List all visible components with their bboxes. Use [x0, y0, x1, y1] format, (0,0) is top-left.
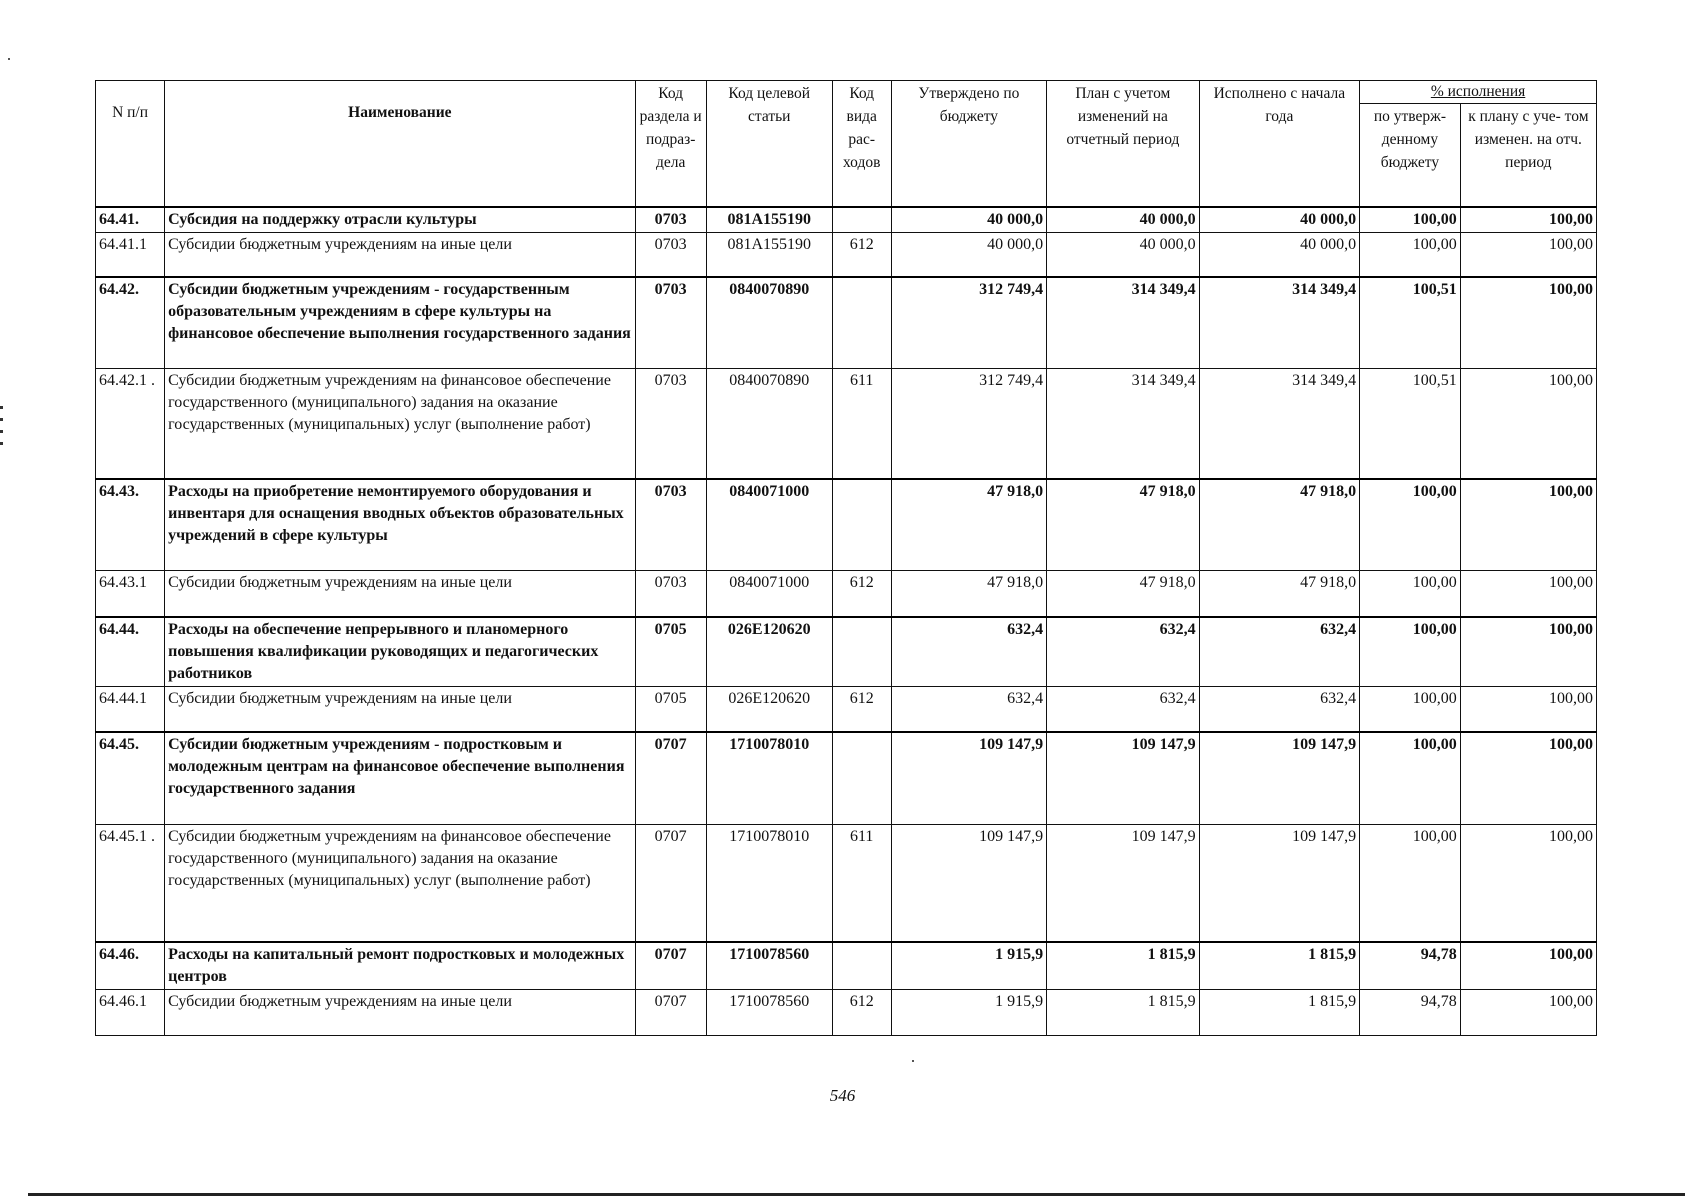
- row-name: Расходы на капитальный ремонт подростковых и молодежных центров: [165, 942, 636, 990]
- row-pct-budget: 94,78: [1360, 942, 1461, 990]
- row-pct-plan: 100,00: [1460, 617, 1596, 687]
- row-plan: 40 000,0: [1047, 233, 1199, 277]
- row-approved: 312 749,4: [891, 369, 1046, 479]
- row-expense-code: 611: [832, 369, 891, 479]
- row-approved: 632,4: [891, 617, 1046, 687]
- header-expense-code: Код вида рас- ходов: [832, 81, 891, 208]
- table-header-row: [96, 81, 1597, 104]
- row-name: Субсидии бюджетным учреждениям на иные цели: [165, 233, 636, 277]
- row-executed: 314 349,4: [1199, 277, 1360, 369]
- row-executed: 47 918,0: [1199, 479, 1360, 571]
- header-section-code: Код раздела и подраз- дела: [635, 81, 706, 208]
- row-pct-budget: 100,00: [1360, 732, 1461, 824]
- row-approved: 47 918,0: [891, 479, 1046, 571]
- row-executed: 1 815,9: [1199, 942, 1360, 990]
- table-row-section: [96, 277, 1597, 369]
- row-target-code: 0840070890: [706, 369, 832, 479]
- row-num: 64.44.1: [96, 686, 165, 732]
- row-section-code: 0707: [635, 732, 706, 824]
- row-name: Субсидии бюджетным учреждениям - государственным образовательным учреждениям в сфере культуры на финансовое обеспечение выполнения государственного задания: [165, 277, 636, 369]
- row-section-code: 0703: [635, 207, 706, 233]
- budget-execution-table: [95, 80, 1597, 1036]
- row-executed: 47 918,0: [1199, 571, 1360, 617]
- row-approved: 40 000,0: [891, 207, 1046, 233]
- header-name: Наименование: [165, 81, 636, 208]
- row-name: Субсидии бюджетным учреждениям на финансовое обеспечение государственного (муниципального) задания на оказание государственных (муниципальных) услуг (выполнение работ): [165, 369, 636, 479]
- header-pct-plan: к плану с уче- том изменен. на отч. период: [1460, 104, 1596, 208]
- row-executed: 109 147,9: [1199, 824, 1360, 942]
- row-plan: 109 147,9: [1047, 732, 1199, 824]
- row-pct-plan: 100,00: [1460, 824, 1596, 942]
- row-plan: 632,4: [1047, 617, 1199, 687]
- table-row-detail: [96, 571, 1597, 617]
- row-target-code: 026E120620: [706, 686, 832, 732]
- row-expense-code: 612: [832, 571, 891, 617]
- row-expense-code: 611: [832, 824, 891, 942]
- row-name: Субсидия на поддержку отрасли культуры: [165, 207, 636, 233]
- row-plan: 1 815,9: [1047, 990, 1199, 1036]
- row-plan: 314 349,4: [1047, 369, 1199, 479]
- row-name: Расходы на приобретение немонтируемого оборудования и инвентаря для оснащения вводных объектов образовательных учреждений в сфере культуры: [165, 479, 636, 571]
- row-pct-budget: 100,00: [1360, 617, 1461, 687]
- row-expense-code: [832, 617, 891, 687]
- row-approved: 40 000,0: [891, 233, 1046, 277]
- row-section-code: 0705: [635, 617, 706, 687]
- row-num: 64.44.: [96, 617, 165, 687]
- row-target-code: 1710078560: [706, 942, 832, 990]
- row-num: 64.42.: [96, 277, 165, 369]
- header-plan: План с учетом изменений на отчетный период: [1047, 81, 1199, 208]
- row-executed: 40 000,0: [1199, 233, 1360, 277]
- row-pct-budget: 100,00: [1360, 824, 1461, 942]
- row-plan: 47 918,0: [1047, 571, 1199, 617]
- row-target-code: 081A155190: [706, 207, 832, 233]
- row-num: 64.45.1 .: [96, 824, 165, 942]
- row-pct-plan: 100,00: [1460, 277, 1596, 369]
- row-approved: 109 147,9: [891, 732, 1046, 824]
- row-expense-code: [832, 277, 891, 369]
- row-num: 64.45.: [96, 732, 165, 824]
- row-target-code: 081A155190: [706, 233, 832, 277]
- header-pct-group-label: % исполнения: [1430, 83, 1526, 100]
- header-executed: Исполнено с начала года: [1199, 81, 1360, 208]
- table-row-detail: [96, 824, 1597, 942]
- row-target-code: 1710078560: [706, 990, 832, 1036]
- row-approved: 109 147,9: [891, 824, 1046, 942]
- row-expense-code: [832, 207, 891, 233]
- row-plan: 1 815,9: [1047, 942, 1199, 990]
- row-expense-code: 612: [832, 233, 891, 277]
- row-pct-budget: 100,00: [1360, 686, 1461, 732]
- row-section-code: 0707: [635, 990, 706, 1036]
- row-num: 64.46.: [96, 942, 165, 990]
- row-executed: 40 000,0: [1199, 207, 1360, 233]
- row-expense-code: [832, 479, 891, 571]
- scan-margin-mark: [0, 430, 3, 433]
- row-approved: 632,4: [891, 686, 1046, 732]
- row-num: 64.41.1: [96, 233, 165, 277]
- row-num: 64.43.: [96, 479, 165, 571]
- header-target-code: Код целевой статьи: [706, 81, 832, 208]
- header-approved: Утверждено по бюджету: [891, 81, 1046, 208]
- table-body: [96, 207, 1597, 1036]
- row-section-code: 0703: [635, 233, 706, 277]
- row-name: Субсидии бюджетным учреждениям на иные цели: [165, 990, 636, 1036]
- scan-speck: [8, 58, 10, 60]
- header-pct-group: [1360, 81, 1597, 104]
- row-name: Субсидии бюджетным учреждениям на иные цели: [165, 686, 636, 732]
- row-section-code: 0703: [635, 571, 706, 617]
- row-pct-plan: 100,00: [1460, 207, 1596, 233]
- table-row-detail: [96, 369, 1597, 479]
- row-expense-code: 612: [832, 990, 891, 1036]
- row-name: Субсидии бюджетным учреждениям на иные цели: [165, 571, 636, 617]
- row-pct-plan: 100,00: [1460, 369, 1596, 479]
- row-pct-budget: 100,00: [1360, 207, 1461, 233]
- row-executed: 1 815,9: [1199, 990, 1360, 1036]
- table-row-section: [96, 732, 1597, 824]
- row-plan: 109 147,9: [1047, 824, 1199, 942]
- row-pct-plan: 100,00: [1460, 686, 1596, 732]
- row-approved: 1 915,9: [891, 990, 1046, 1036]
- row-expense-code: [832, 942, 891, 990]
- row-section-code: 0705: [635, 686, 706, 732]
- row-plan: 47 918,0: [1047, 479, 1199, 571]
- row-pct-budget: 100,00: [1360, 479, 1461, 571]
- header-pct-budget: по утверж- денному бюджету: [1360, 104, 1461, 208]
- row-target-code: 1710078010: [706, 732, 832, 824]
- row-executed: 632,4: [1199, 686, 1360, 732]
- row-pct-plan: 100,00: [1460, 571, 1596, 617]
- row-section-code: 0703: [635, 479, 706, 571]
- row-num: 64.42.1 .: [96, 369, 165, 479]
- row-executed: 314 349,4: [1199, 369, 1360, 479]
- row-approved: 1 915,9: [891, 942, 1046, 990]
- row-target-code: 0840071000: [706, 571, 832, 617]
- row-pct-budget: 100,51: [1360, 369, 1461, 479]
- row-name: Субсидии бюджетным учреждениям на финансовое обеспечение государственного (муниципального) задания на оказание государственных (муниципальных) услуг (выполнение работ): [165, 824, 636, 942]
- table-row-detail: [96, 990, 1597, 1036]
- row-name: Расходы на обеспечение непрерывного и планомерного повышения квалификации руководящих и педагогических работников: [165, 617, 636, 687]
- row-section-code: 0707: [635, 824, 706, 942]
- table-row-section: [96, 617, 1597, 687]
- bottom-edge-line: [28, 1193, 1685, 1196]
- row-pct-plan: 100,00: [1460, 479, 1596, 571]
- table-row-detail: [96, 686, 1597, 732]
- row-plan: 632,4: [1047, 686, 1199, 732]
- row-approved: 47 918,0: [891, 571, 1046, 617]
- row-pct-plan: 100,00: [1460, 942, 1596, 990]
- row-pct-budget: 94,78: [1360, 990, 1461, 1036]
- row-pct-budget: 100,51: [1360, 277, 1461, 369]
- row-target-code: 0840070890: [706, 277, 832, 369]
- table-row-section: [96, 479, 1597, 571]
- row-executed: 109 147,9: [1199, 732, 1360, 824]
- scan-margin-mark: [0, 442, 3, 445]
- scan-margin-mark: [0, 418, 3, 421]
- row-pct-plan: 100,00: [1460, 732, 1596, 824]
- row-pct-budget: 100,00: [1360, 233, 1461, 277]
- row-section-code: 0703: [635, 277, 706, 369]
- table-row-detail: [96, 233, 1597, 277]
- header-num: N п/п: [96, 81, 165, 208]
- row-target-code: 0840071000: [706, 479, 832, 571]
- row-pct-plan: 100,00: [1460, 233, 1596, 277]
- row-section-code: 0707: [635, 942, 706, 990]
- row-plan: 314 349,4: [1047, 277, 1199, 369]
- row-pct-plan: 100,00: [1460, 990, 1596, 1036]
- row-plan: 40 000,0: [1047, 207, 1199, 233]
- table-row-section: [96, 942, 1597, 990]
- table-row-section: [96, 207, 1597, 233]
- row-num: 64.41.: [96, 207, 165, 233]
- row-expense-code: 612: [832, 686, 891, 732]
- row-section-code: 0703: [635, 369, 706, 479]
- row-target-code: 1710078010: [706, 824, 832, 942]
- budget-table-container: [95, 80, 1597, 1036]
- row-name: Субсидии бюджетным учреждениям - подростковым и молодежным центрам на финансовое обеспечение выполнения государственного задания: [165, 732, 636, 824]
- scan-margin-mark: [0, 406, 3, 409]
- row-num: 64.43.1: [96, 571, 165, 617]
- page-number: 546: [829, 1086, 856, 1105]
- scan-speck: [912, 1060, 914, 1062]
- row-approved: 312 749,4: [891, 277, 1046, 369]
- row-executed: 632,4: [1199, 617, 1360, 687]
- row-pct-budget: 100,00: [1360, 571, 1461, 617]
- row-num: 64.46.1: [96, 990, 165, 1036]
- row-target-code: 026E120620: [706, 617, 832, 687]
- row-expense-code: [832, 732, 891, 824]
